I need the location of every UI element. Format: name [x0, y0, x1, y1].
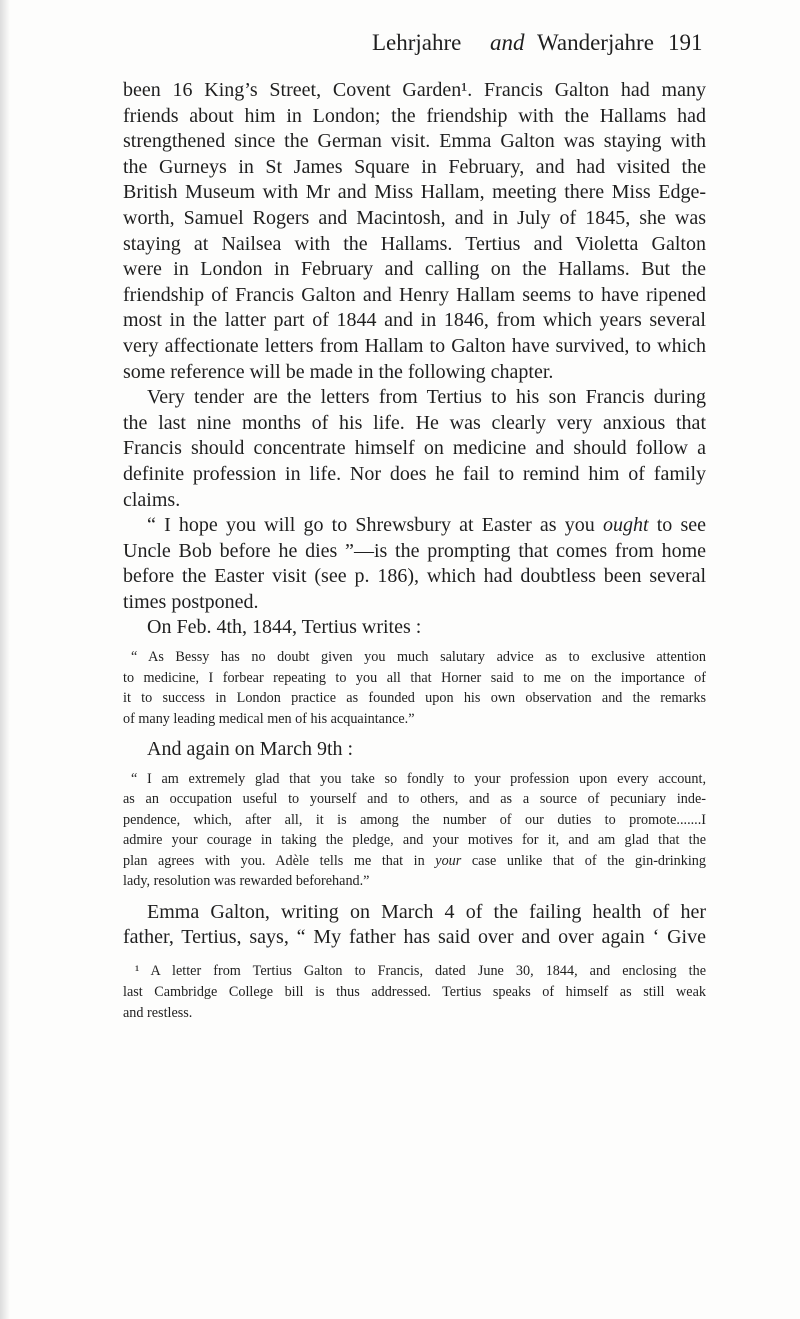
text-line: Francis should concentrate himself on medicine and should follow a [123, 437, 706, 460]
text-line: friends about him in London; the friendship with the Hallams had [123, 104, 706, 127]
quote-line: pendence, which, after all, it is among the number of our duties to promote.......I [123, 811, 706, 828]
text-run: case unlike that of the gin-drinking [471, 852, 706, 869]
text-line: times postponed. [123, 590, 259, 613]
footnote-line: and restless. [123, 1004, 193, 1021]
italic-word: ought [602, 514, 649, 537]
quote-line: lady, resolution was rewarded beforehand.” [123, 873, 370, 890]
paragraph-2 [123, 385, 706, 513]
text-line: claims. [123, 488, 181, 511]
text-line: before the Easter visit (see p. 186), which had doubtless been several [123, 565, 706, 588]
text-line: strengthened since the German visit. Emma Galton was staying with [123, 130, 706, 153]
running-title-word-2: and [490, 30, 525, 55]
running-title-word-3: Wanderjahre [537, 30, 654, 55]
quote-line: of many leading medical men of his acquaintance.” [123, 710, 415, 727]
paragraph-3 [123, 513, 706, 615]
text-line: the last nine months of his life. He was clearly very anxious that [123, 411, 706, 434]
block-quote-2 [123, 769, 706, 892]
quote-line: “ I am extremely glad that you take so fondly to your profession upon every account, [131, 770, 706, 787]
text-line: staying at Nailsea with the Hallams. Tertius and Violetta Galton [123, 232, 706, 255]
paragraph-6 [123, 900, 706, 951]
page-body [123, 78, 706, 1024]
text-line: Uncle Bob before he dies ”—is the prompting that comes from home [123, 539, 706, 562]
text-run: to see [656, 514, 707, 537]
quote-line: to medicine, I forbear repeating to you all that Horner said to me on the importance of [123, 669, 706, 686]
text-line: were in London in February and calling on the Hallams. But the [123, 258, 706, 281]
block-quote-1 [123, 647, 706, 729]
text-line: some reference will be made in the following chapter. [123, 360, 554, 383]
paragraph-4: On Feb. 4th, 1844, Tertius writes : [147, 616, 422, 639]
text-line: been 16 King’s Street, Covent Garden¹. Francis Galton had many [123, 79, 706, 101]
text-line: Very tender are the letters from Tertius to his son Francis during [147, 386, 706, 409]
quote-line: as an occupation useful to yourself and to others, and as a source of pecuniary inde- [123, 791, 706, 808]
paragraph-1 [123, 78, 706, 385]
footnote-line: last Cambridge College bill is thus addressed. Tertius speaks of himself as still weak [123, 983, 706, 1000]
quote-line: it to success in London practice as founded upon his own observation and the remarks [123, 690, 706, 707]
italic-word: your [435, 852, 462, 869]
text-run: “ I hope you will go to Shrewsbury at Easter as you [147, 514, 595, 537]
text-line: friendship of Francis Galton and Henry Hallam seems to have ripened [123, 283, 706, 306]
text-line: British Museum with Mr and Miss Hallam, meeting there Miss Edge- [123, 181, 706, 204]
page-edge-shadow [0, 0, 10, 1319]
page-number: 191 [668, 30, 703, 55]
footnote-line: ¹ A letter from Tertius Galton to Francis, dated June 30, 1844, and enclosing the [135, 962, 706, 979]
text-line: most in the latter part of 1844 and in 1846, from which years several [123, 309, 706, 332]
paragraph-5: And again on March 9th : [147, 738, 354, 761]
text-line: very affectionate letters from Hallam to Galton have survived, to which [123, 334, 706, 357]
text-line: Emma Galton, writing on March 4 of the failing health of her [147, 900, 706, 923]
text-line: worth, Samuel Rogers and Macintosh, and in July of 1845, she was [123, 206, 706, 229]
quote-line [123, 851, 706, 872]
text-line: the Gurneys in St James Square in February, and had visited the [123, 155, 706, 178]
text-line [123, 513, 706, 539]
quote-line: admire your courage in taking the pledge, and your motives for it, and am glad that the [123, 832, 706, 849]
quote-line: “ As Bessy has no doubt given you much salutary advice as to exclusive attention [131, 649, 706, 666]
running-title-word-1: Lehrjahre [372, 30, 462, 55]
text-run: plan agrees with you. Adèle tells me that in [123, 852, 425, 869]
text-line: father, Tertius, says, “ My father has said over and over again ‘ Give [123, 926, 706, 949]
running-header [372, 28, 712, 58]
text-line: definite profession in life. Nor does he fail to remind him of family [123, 462, 706, 485]
footnote [123, 961, 706, 1024]
